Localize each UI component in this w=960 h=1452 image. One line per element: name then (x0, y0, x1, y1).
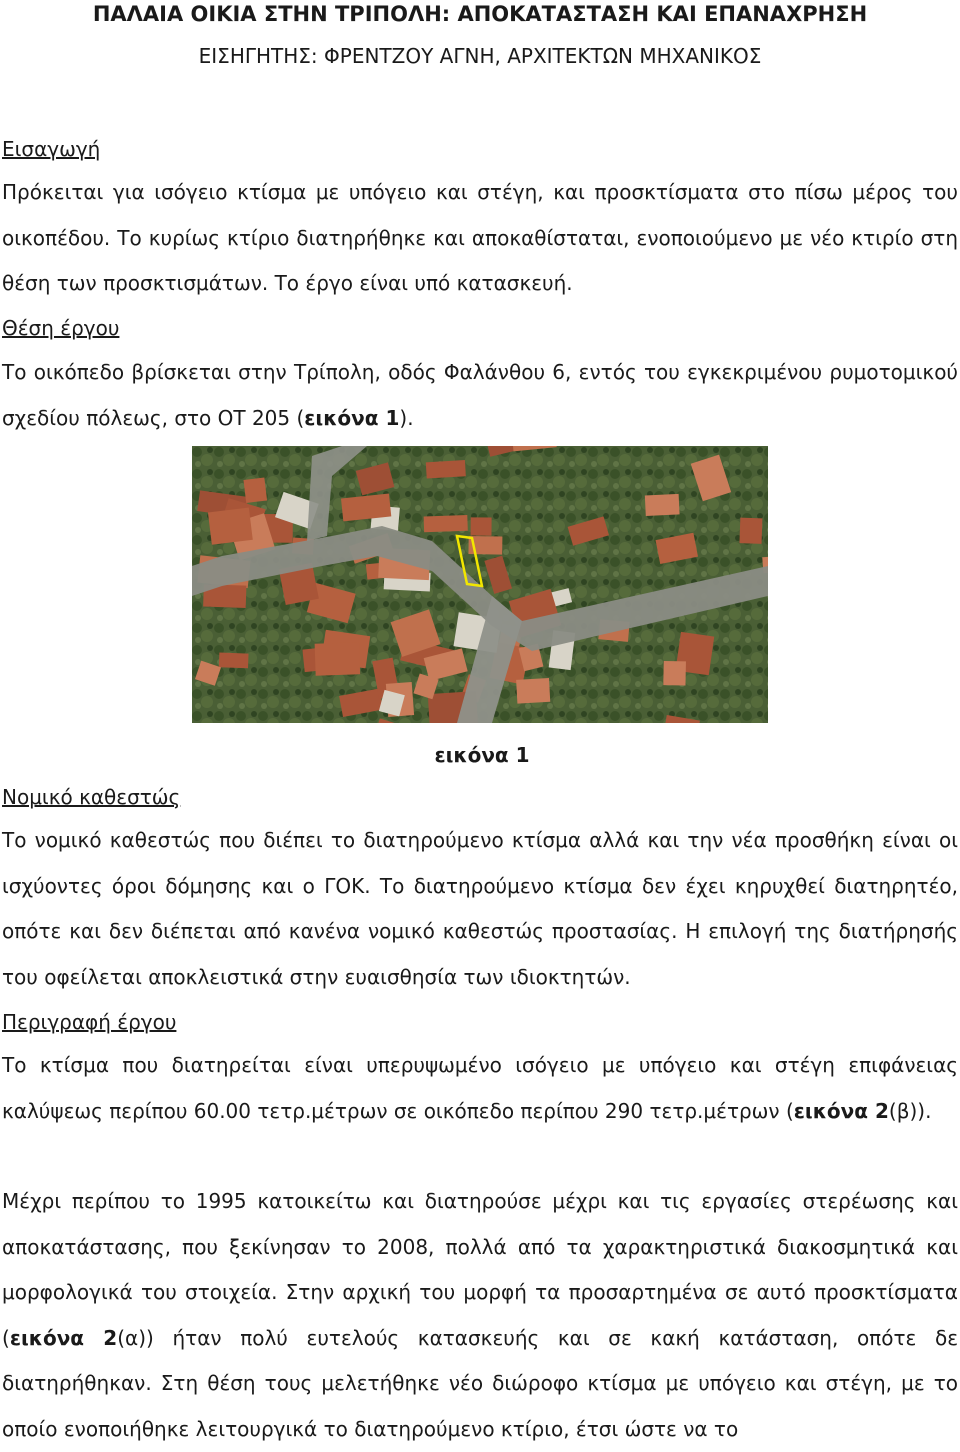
document-author: ΕΙΣΗΓΗΤΗΣ: ΦΡΕΝΤΖΟΥ ΑΓΝΗ, ΑΡΧΙΤΕΚΤΩΝ ΜΗΧΑΝΙΚΟΣ (198, 44, 762, 68)
paragraph-location (2, 350, 958, 441)
rooftop (739, 518, 762, 544)
description-p1-before: Το κτίσμα που διατηρείται είναι υπερυψωμένο ισόγειο με υπόγειο και στέγη επιφάνειας καλύψεως περίπου 60.00 τετρ.μέτρων σε οικόπεδο περίπου 290 τετρ.μέτρων ( (2, 1053, 958, 1123)
location-text-before: Το οικόπεδο βρίσκεται στην Τρίπολη, οδός Φαλάνθου 6, εντός του εγκεκριμένου ρυμοτομικού σχεδίου πόλεως, στο ΟΤ 205 ( (2, 360, 958, 430)
aerial-photo (192, 446, 768, 723)
heading-legal: Νομικό καθεστώς (2, 785, 181, 809)
description-p1-figure-ref: εικόνα 2 (793, 1098, 889, 1123)
paragraph-intro: Πρόκειται για ισόγειο κτίσμα με υπόγειο και στέγη, και προσκτίσματα στο πίσω μέρος του οικοπέδου. Το κυρίως κτίριο διατηρήθηκε και αποκαθίσταται, ενοποιούμενο με νέο κτιρίο στη θέση των προσκτισμάτων. Το έργο είναι υπό κατασκευή. (2, 180, 958, 295)
rooftop (471, 517, 492, 535)
description-p2-figure-ref: εικόνα 2 (9, 1325, 118, 1350)
rooftop (663, 661, 686, 686)
rooftop (516, 678, 550, 704)
paragraph-legal: Το νομικό καθεστώς που διέπει το διατηρούμενο κτίσμα αλλά και την νέα προσθήκη είναι οι ισχύοντες όροι δόμησης και ο ΓΟΚ. Το διατηρούμενο κτίσμα δεν έχει κηρυχθεί διατηρητέο, οπότε και δεν διέπεται από κανένα νομικό καθεστώς προστασίας. Η επιλογή της διατήρησής του οφείλεται αποκλειστικά στην ευαισθησία των ιδιοκτητών. (2, 828, 958, 989)
document-title: ΠΑΛΑΙΑ ΟΙΚΙΑ ΣΤΗΝ ΤΡΙΠΟΛΗ: ΑΠΟΚΑΤΑΣΤΑΣΗ ΚΑΙ ΕΠΑΝΑΧΡΗΣΗ (92, 2, 868, 26)
description-p2-a: Μέχρι περίπου το 1995 κατοικείτω και διατηρούσε μέχρι και τις εργασίες στερέωσης και αποκατάστασης, που ξεκίνησαν το 2008, πολλά από τα χαρακτηριστικά διακοσμητικά και μορφολογικά του στοιχεία. Στην αρχική του μορφή τα προσαρτημένα σε αυτό προσκτίσματα ( (2, 1189, 958, 1350)
figure-caption: εικόνα 1 (434, 743, 530, 767)
heading-location: Θέση έργου (2, 316, 120, 340)
rooftop (424, 515, 468, 532)
description-p1-after: (β)). (888, 1098, 932, 1123)
paragraph-description-2 (2, 1179, 958, 1452)
rooftop (341, 494, 391, 522)
description-p2-b: (α)) ήταν πολύ ευτελούς κατασκευής και σε κακή κατάσταση, οπότε δε διατηρήθηκαν. Στη θέση τους μελετήθηκε νέο διώροφο κτίσμα με υπόγειο και στέγη, με το οποίο ενοποιήθηκε λειτουργικά το διατηρούμενο κτίριο, έτσι ώστε να το (2, 1325, 959, 1441)
rooftop (426, 460, 466, 478)
rooftop (219, 653, 249, 669)
paragraph-description-1 (2, 1043, 958, 1134)
heading-intro: Εισαγωγή (2, 137, 101, 161)
aerial-photo-figure (192, 446, 768, 723)
location-text-after: ). (399, 405, 414, 430)
rooftop (315, 642, 361, 675)
rooftop (208, 508, 253, 545)
rooftop (243, 477, 267, 503)
rooftop (645, 494, 680, 516)
heading-description: Περιγραφή έργου (2, 1010, 177, 1034)
location-figure-ref: εικόνα 1 (304, 405, 400, 430)
